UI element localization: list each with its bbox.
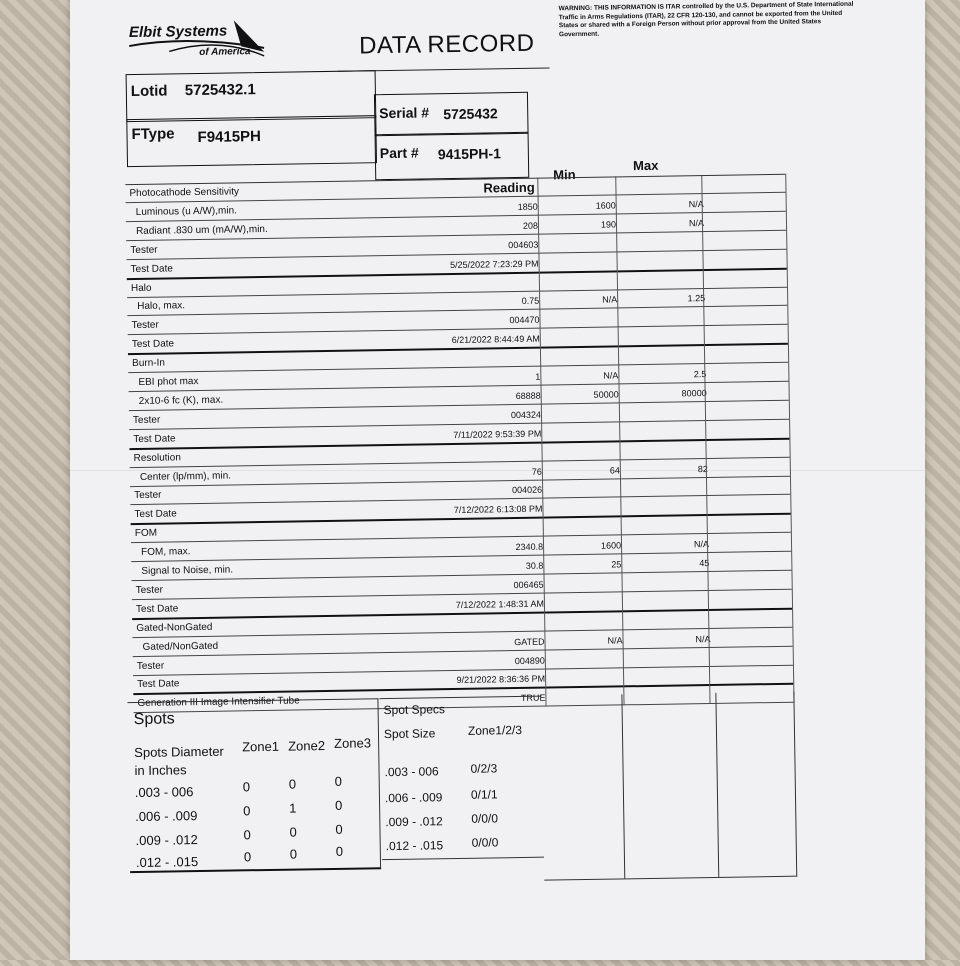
row-label: Burn-In (132, 357, 166, 370)
spots-title: Spots (133, 710, 175, 729)
row-reading: 30.8 (525, 560, 544, 571)
row-label: FOM, max. (141, 546, 191, 559)
col-max: Max (632, 157, 659, 174)
row-reading: 7/12/2022 6:13:08 PM (453, 503, 543, 516)
spec-row-size: .003 - 006 (384, 764, 439, 780)
spots-row-z1: 0 (243, 803, 251, 819)
ftype-box (126, 115, 377, 167)
row-label: Test Date (134, 508, 177, 521)
spots-row-z3: 0 (334, 797, 343, 813)
row-label: Signal to Noise, min. (141, 564, 234, 577)
row-label: Luminous (u A/W),min. (135, 205, 237, 218)
row-reading: 006465 (513, 579, 544, 590)
spots-table (127, 695, 381, 873)
spots-row-z2: 0 (288, 776, 297, 792)
row-label: Tester (135, 584, 164, 596)
row-min: 190 (600, 219, 617, 230)
row-label: Halo, max. (137, 300, 186, 313)
spots-row-z1: 0 (243, 827, 251, 843)
row-min: 1600 (600, 540, 622, 551)
row-label: Tester (136, 660, 165, 672)
row-max: N/A (693, 539, 710, 550)
row-label: Tester (131, 319, 159, 332)
row-max: 82 (697, 463, 708, 474)
ftype-value: F9415PH (197, 127, 262, 146)
row-min: N/A (602, 294, 618, 306)
spots-row-size: .009 - .012 (135, 832, 198, 849)
row-min: 25 (611, 559, 622, 570)
part-label: Part # (379, 144, 419, 162)
row-reading: 1 (535, 371, 541, 382)
row-label: Test Date (137, 678, 180, 691)
spec-row-size: .006 - .009 (384, 790, 443, 806)
spots-row-z1: 0 (242, 779, 251, 795)
row-label: Generation III Image Intensifier Tube (137, 695, 300, 710)
row-label: EBI phot max (138, 376, 199, 388)
row-reading: 004470 (509, 314, 540, 326)
row-label: Tester (134, 489, 162, 502)
row-reading: 004603 (508, 239, 539, 250)
empty-signature-boxes (541, 692, 797, 881)
row-max: 80000 (681, 387, 707, 399)
lotid-box (126, 70, 377, 122)
spec-row-zones: 0/0/0 (471, 811, 499, 826)
row-reading: 6/21/2022 8:44:49 AM (451, 333, 540, 346)
itar-warning: WARNING: THIS INFORMATION IS ITAR controlled by the U.S. Department of State International Traffic in Arms Regulations (ITAR), 22 CFR 120-130, and cannot be exported from the United States or shared with a Foreign Person without prior approval from the United States Government. (558, 0, 854, 38)
row-reading: 5/25/2022 7:23:29 PM (449, 258, 539, 270)
row-reading: 9/21/2022 8:36:36 PM (456, 673, 546, 686)
row-reading: 68888 (515, 390, 541, 401)
row-label: Test Date (135, 603, 179, 615)
row-max: N/A (688, 217, 705, 229)
spots-col-label-2: in Inches (134, 762, 187, 779)
box-divider (715, 693, 719, 877)
spec-row-zones: 0/0/0 (471, 835, 499, 850)
row-max: 2.5 (693, 369, 707, 380)
row-reading: 7/12/2022 1:48:31 AM (455, 598, 545, 610)
spots-row-size: .006 - .009 (135, 808, 198, 825)
row-reading: 76 (531, 466, 542, 477)
row-max: 1.25 (687, 293, 706, 304)
row-label: Gated-NonGated (136, 621, 213, 634)
row-label: FOM (134, 527, 158, 540)
row-label: Halo (130, 282, 152, 294)
lotid-label: Lotid (130, 82, 168, 101)
row-reading: TRUE (520, 692, 546, 704)
data-record-form (111, 0, 854, 966)
row-label: Tester (130, 244, 158, 256)
row-min: 1600 (595, 200, 616, 211)
row-label: Radiant .830 um (mA/W),min. (135, 223, 268, 237)
company-logo (129, 16, 265, 66)
logo-line1: Elbit Systems (128, 22, 228, 42)
row-label: Center (lp/mm), min. (139, 470, 232, 483)
row-max: N/A (695, 633, 711, 644)
spots-zone3-header: Zone3 (333, 735, 372, 751)
part-box (375, 132, 530, 180)
serial-value: 5725432 (443, 105, 498, 123)
logo-line2: of America (199, 46, 251, 58)
spot-zone-header: Zone1/2/3 (467, 722, 523, 738)
spec-row-zones: 0/2/3 (470, 761, 498, 776)
lotid-value: 5725432.1 (184, 81, 256, 100)
spots-row-z3: 0 (335, 821, 343, 837)
spec-row-zones: 0/1/1 (470, 787, 498, 802)
spec-row-size: .012 - .015 (385, 838, 444, 854)
row-label: Tester (132, 414, 161, 426)
row-label: 2x10-6 fc (K), max. (138, 394, 224, 407)
row-min: N/A (607, 634, 623, 646)
row-reading: 208 (522, 220, 539, 231)
document-title: DATA RECORD (358, 29, 535, 60)
row-reading: 004026 (512, 485, 543, 496)
serial-label: Serial # (379, 104, 430, 122)
col-reading: Reading (483, 179, 535, 196)
row-max: N/A (688, 198, 704, 210)
spots-row-z2: 0 (289, 824, 297, 840)
row-label: Test Date (131, 338, 175, 351)
row-label: Test Date (130, 262, 173, 275)
spot-size-header: Spot Size (383, 726, 436, 742)
row-min: N/A (603, 370, 619, 381)
row-max: 45 (699, 558, 710, 569)
part-value: 9415PH-1 (437, 145, 502, 163)
spec-row-size: .009 - .012 (385, 814, 443, 830)
serial-box (374, 92, 529, 136)
spots-row-size: .012 - .015 (135, 854, 199, 871)
spot-specs-table (379, 696, 544, 861)
ftype-label: FType (131, 125, 175, 144)
row-reading: GATED (514, 636, 545, 647)
row-min: 64 (609, 464, 620, 476)
box-divider (621, 694, 625, 878)
row-reading: 004324 (510, 409, 542, 420)
spots-row-z2: 0 (289, 846, 298, 862)
spots-row-z2: 1 (289, 800, 297, 816)
row-label: Gated/NonGated (142, 640, 219, 653)
spots-row-size: .003 - 006 (134, 784, 194, 801)
row-min: 50000 (593, 389, 619, 400)
row-reading: 0.75 (521, 296, 540, 307)
spots-row-z3: 0 (335, 843, 344, 859)
spots-row-z3: 0 (334, 773, 343, 789)
row-reading: 004890 (514, 655, 545, 666)
row-reading: 2340.8 (515, 541, 544, 553)
spot-specs-title: Spot Specs (383, 702, 446, 718)
spots-row-z1: 0 (243, 849, 252, 865)
spots-zone2-header: Zone2 (288, 738, 326, 754)
row-label: Resolution (133, 451, 181, 464)
row-label: Test Date (133, 433, 176, 445)
row-label: Photocathode Sensitivity (129, 186, 240, 200)
col-min: Min (553, 167, 576, 183)
row-reading: 7/11/2022 9:53:39 PM (453, 428, 542, 440)
spots-col-label-1: Spots Diameter (134, 743, 224, 761)
spots-zone1-header: Zone1 (242, 738, 280, 755)
row-reading: 1850 (517, 201, 538, 212)
